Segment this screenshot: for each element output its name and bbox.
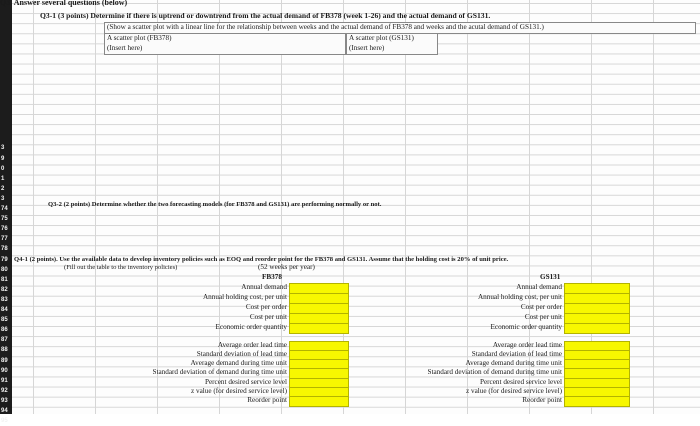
fb-sd-demand-label: Standard deviation of demand during time unit: [152, 368, 287, 376]
gs-cost-per-unit-label: Cost per unit: [524, 313, 562, 321]
gs-sd-lead-time-label: Standard deviation of lead time: [471, 350, 562, 358]
row-number[interactable]: 1: [1, 175, 5, 182]
gs-eoq-cell[interactable]: [564, 323, 630, 334]
row-number[interactable]: 76: [1, 226, 8, 233]
row-number[interactable]: 79: [1, 256, 8, 263]
row-number[interactable]: 93: [1, 397, 8, 404]
row-number[interactable]: 85: [1, 317, 8, 324]
row-number[interactable]: 87: [1, 337, 8, 344]
fb-reorder-point-cell[interactable]: [289, 396, 349, 407]
gs-avg-demand-label: Average demand during time unit: [465, 359, 562, 367]
fb-z-value-label: z value (for desired service level): [191, 387, 287, 395]
fb378-header: FB378: [262, 273, 282, 281]
gs-sd-demand-label: Standard deviation of demand during time unit: [427, 368, 562, 376]
section-title: Q3. Answer several questions (below): [0, 0, 128, 7]
gs-service-level-label: Percent desired service level: [479, 378, 562, 386]
plot-a-box[interactable]: [104, 33, 346, 55]
row-number[interactable]: 92: [1, 387, 8, 394]
gs-z-value-label: z value (for desired service level): [466, 387, 562, 395]
plot-b-box[interactable]: [346, 33, 438, 55]
row-number[interactable]: 81: [1, 276, 8, 283]
row-number[interactable]: 80: [1, 266, 8, 273]
gs-eoq-label: Economic order quantity: [490, 323, 562, 331]
gs-reorder-point-label: Reorder point: [522, 396, 562, 404]
row-number[interactable]: 2: [1, 185, 5, 192]
row-number[interactable]: 94: [1, 408, 8, 414]
fb-holding-cost-label: Annual holding cost, per unit: [202, 293, 287, 301]
plot-b-label: A scatter plot (GS131): [349, 34, 414, 42]
q31-instruction: (Show a scatter plot with a linear line for the relationship between weeks and the actual demand of FB378 and weeks and the acutal demand of GS131.): [107, 23, 544, 31]
q41-period: (52 weeks per year): [258, 263, 315, 271]
row-header-column: [0, 0, 12, 425]
row-number[interactable]: 89: [1, 357, 8, 364]
q41-title: Q4-1 (2 points). Use the available data to develop inventory policies such as EOQ and reorder point for the FB378 and GS131. Assume that the holding cost is 20% of unit price.: [14, 256, 509, 263]
fb-sd-lead-time-label: Standard deviation of lead time: [196, 350, 287, 358]
row-number[interactable]: 90: [1, 367, 8, 374]
row-number[interactable]: 84: [1, 307, 8, 313]
fb-cost-per-order-label: Cost per order: [245, 303, 287, 311]
fb-reorder-point-label: Reorder point: [247, 396, 287, 404]
gs-holding-cost-label: Annual holding cost, per unit: [477, 293, 562, 301]
fb-avg-demand-label: Average demand during time unit: [190, 359, 287, 367]
row-number[interactable]: 9: [1, 155, 5, 162]
fb-lead-time-label: Average order lead time: [217, 341, 287, 349]
row-number[interactable]: 75: [1, 216, 8, 223]
gs-lead-time-label: Average order lead time: [492, 341, 562, 349]
row-number[interactable]: 95: [1, 418, 8, 425]
row-number[interactable]: 3: [1, 145, 5, 152]
fb-eoq-label: Economic order quantity: [215, 323, 287, 331]
row-number[interactable]: 82: [1, 286, 8, 293]
plot-a-label: A scatter plot (FB378): [107, 34, 172, 42]
fb-eoq-cell[interactable]: [289, 323, 349, 334]
gs-annual-demand-label: Annual demand: [516, 283, 562, 291]
fb-service-level-label: Percent desired service level: [204, 378, 287, 386]
row-number[interactable]: 77: [1, 236, 8, 243]
gs131-header: GS131: [540, 273, 561, 281]
gs-cost-per-order-label: Cost per order: [520, 303, 562, 311]
row-number[interactable]: 74: [1, 206, 8, 212]
fb-annual-demand-label: Annual demand: [241, 283, 287, 291]
q32-title: Q3-2 (2 points) Determine whether the two forecasting models (for FB378 and GS131) are performing normally or not.: [48, 201, 382, 208]
plot-a-insert: (Insert here): [107, 44, 143, 52]
fb-cost-per-unit-label: Cost per unit: [249, 313, 287, 321]
row-number[interactable]: 88: [1, 347, 8, 354]
q41-note: (Fill out the table to the inventory policies): [64, 264, 178, 271]
row-number[interactable]: 86: [1, 327, 8, 334]
plot-b-insert: (Insert here): [349, 44, 385, 52]
gs-reorder-point-cell[interactable]: [564, 396, 630, 407]
row-number[interactable]: 78: [1, 246, 8, 253]
row-number[interactable]: 3: [1, 195, 5, 202]
row-number[interactable]: 83: [1, 296, 8, 303]
q31-title: Q3-1 (3 points) Determine if there is uptrend or downtrend from the actual demand of FB378 (week 1-26) and the actual demand of GS131.: [40, 11, 491, 20]
row-number[interactable]: 91: [1, 377, 8, 384]
row-number[interactable]: 0: [1, 165, 5, 172]
